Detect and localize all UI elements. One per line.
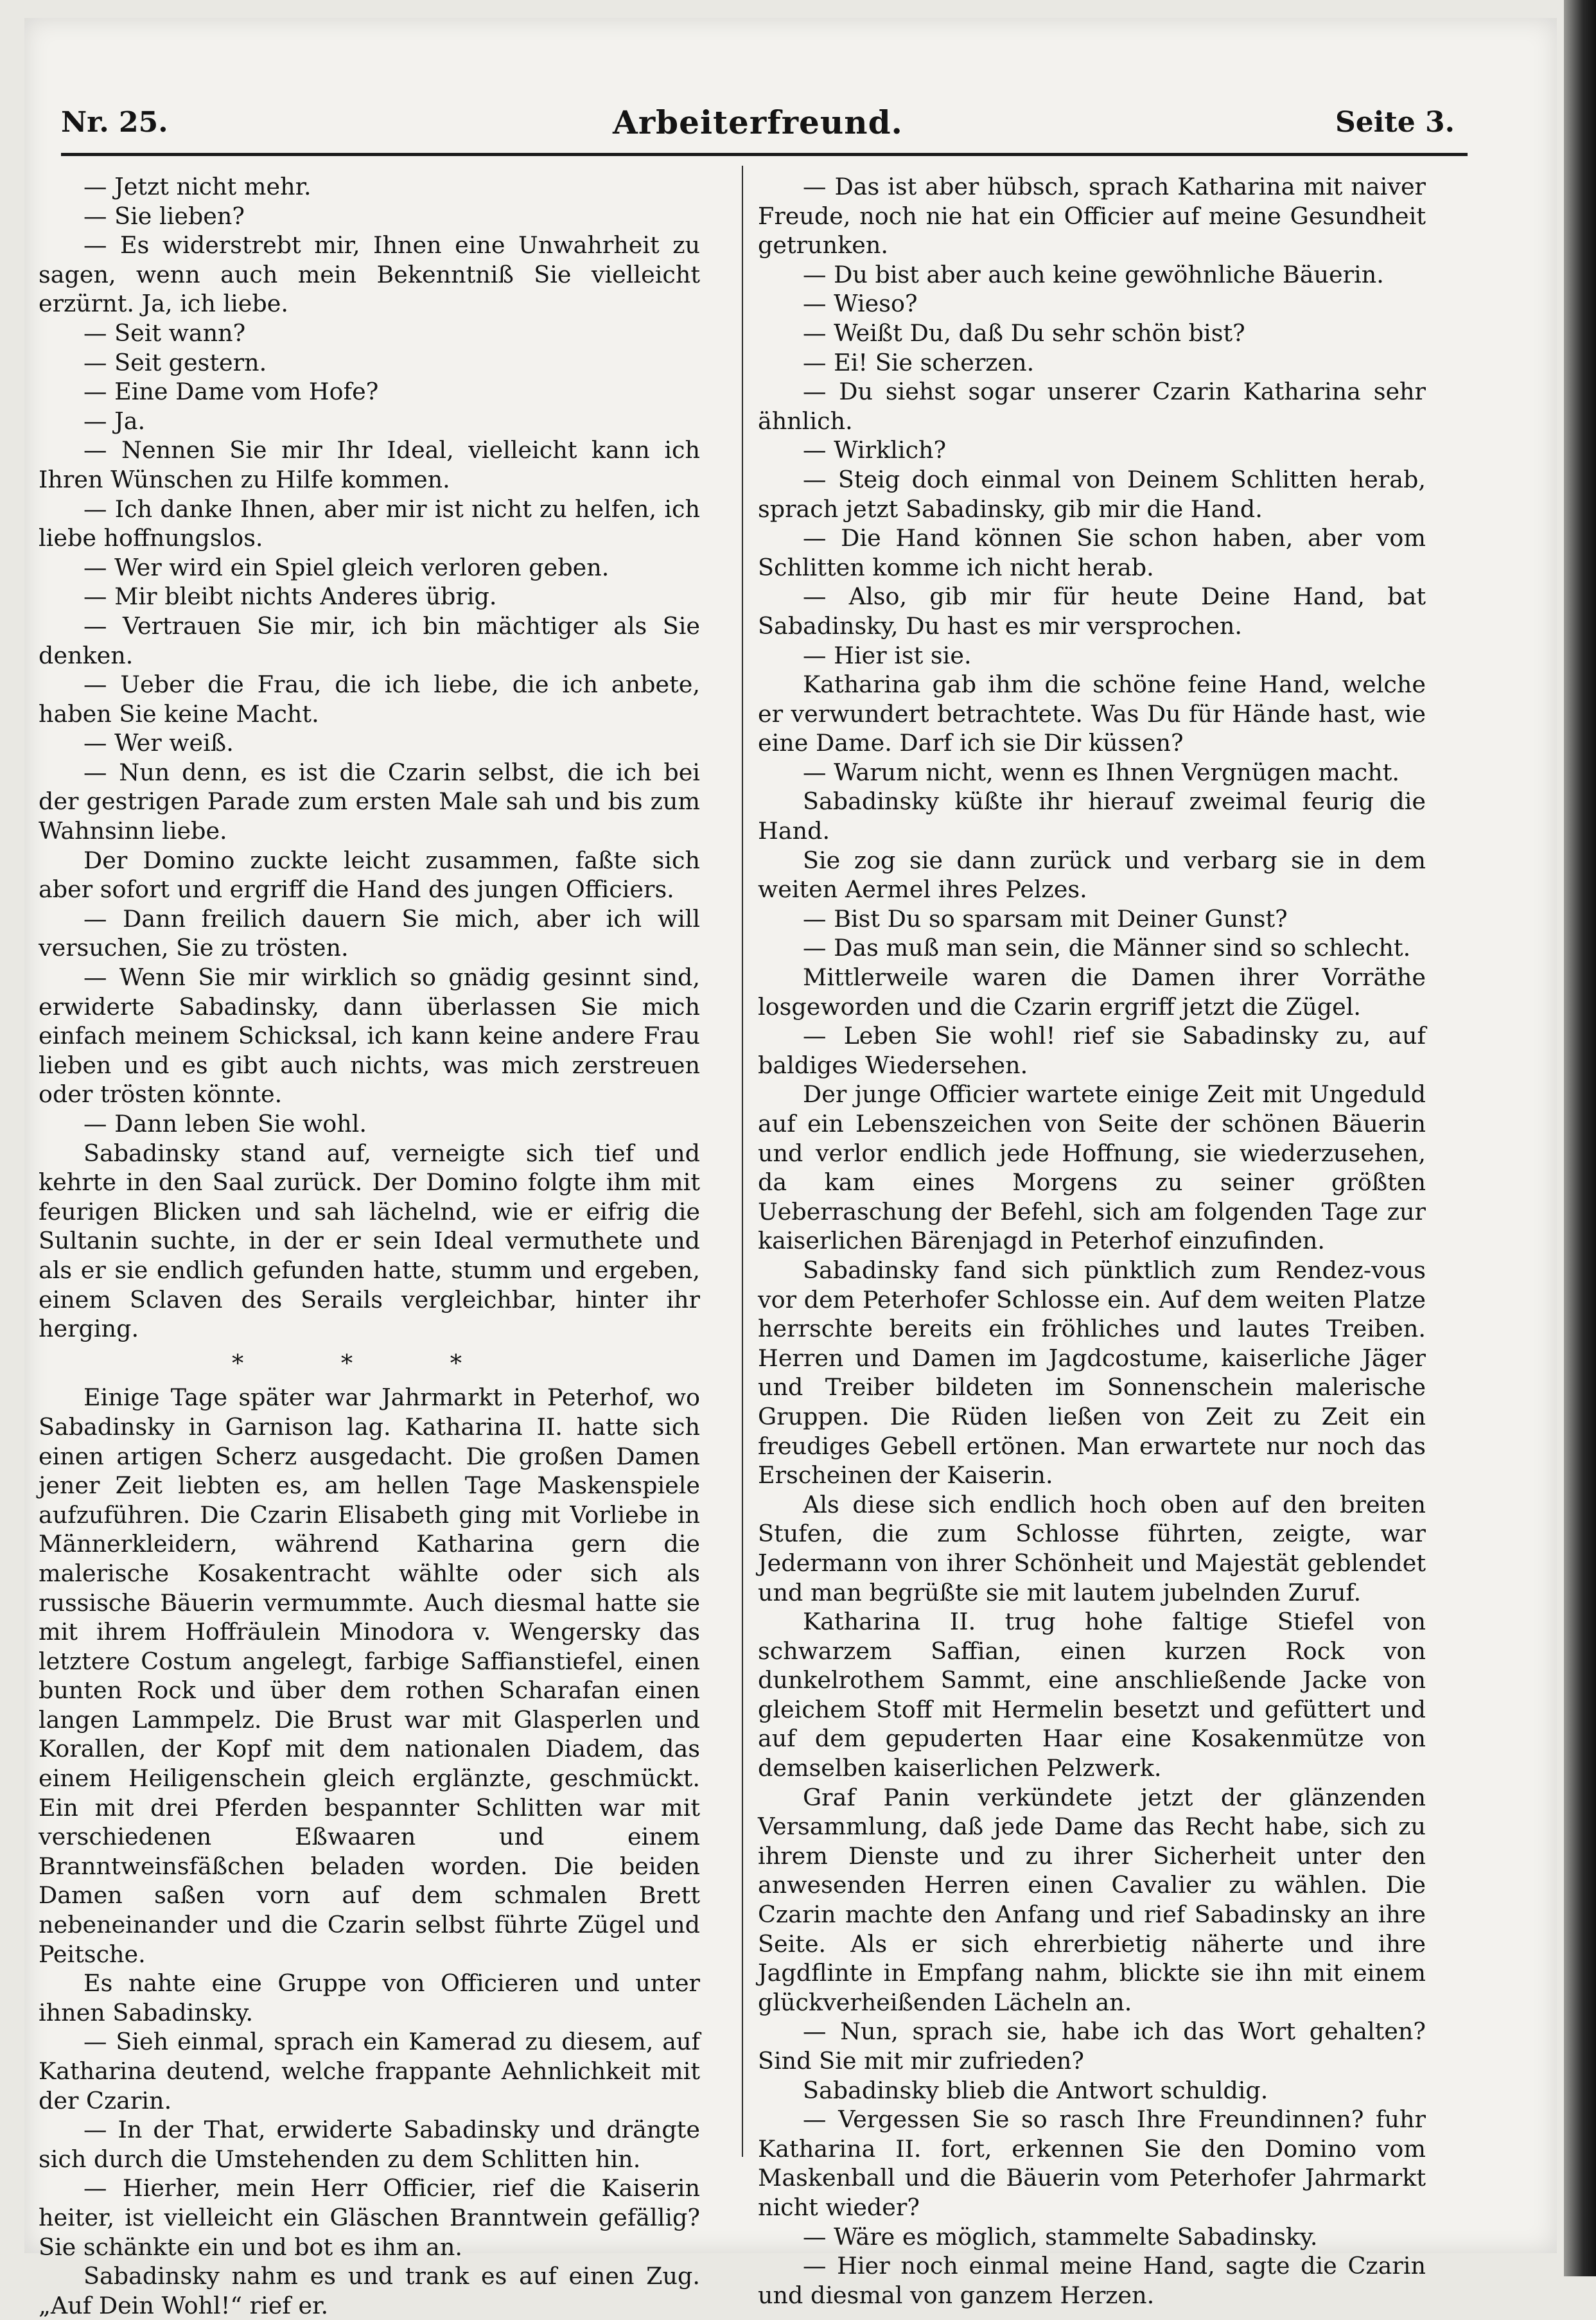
- paragraph: — Seit gestern.: [83, 348, 267, 376]
- paragraph: — Ich danke Ihnen, aber mir ist nicht zu helfen, ich liebe hoffnungslos.: [39, 495, 700, 552]
- paragraph: Katharina gab ihm die schöne feine Hand, welche er verwundert betrachtete. Was Du für Hände hast, wie eine Dame. Darf ich sie Dir küssen?: [758, 671, 1426, 757]
- paragraph: — Weißt Du, daß Du sehr schön bist?: [803, 319, 1245, 347]
- paragraph: — Also, gib mir für heute Deine Hand, bat Sabadinsky, Du hast es mir versprochen.: [758, 583, 1426, 640]
- paragraph: — Bist Du so sparsam mit Deiner Gunst?: [803, 904, 1288, 933]
- paragraph: Als diese sich endlich hoch oben auf den breiten Stufen, die zum Schlosse führten, zeigte, war Jedermann von ihrer Schönheit und Majestät geblendet und man begrüßte sie mit lautem jubelnden Zuruf.: [758, 1490, 1426, 1606]
- paragraph: — Das muß man sein, die Männer sind so schlecht.: [803, 934, 1411, 962]
- paragraph: — Die Hand können Sie schon haben, aber vom Schlitten komme ich nicht herab.: [758, 524, 1426, 581]
- paragraph: — Wirklich?: [803, 436, 947, 464]
- paragraph: — Steig doch einmal von Deinem Schlitten herab, sprach jetzt Sabadinsky, gib mir die Hand.: [758, 465, 1426, 523]
- left-column: [39, 172, 700, 2320]
- paragraph: Sabadinsky küßte ihr hierauf zweimal feurig die Hand.: [758, 787, 1426, 845]
- paragraph: — Wer weiß.: [83, 729, 234, 757]
- paragraph: Sabadinsky fand sich pünktlich zum Rendez-vous vor dem Peterhofer Schlosse ein. Auf dem weiten Platze herrschte bereits ein fröhliches und lautes Treiben. Herren und Damen im Jagdcostume, kaiserliche Jäger und Treiber bildeten im Sonnenschein malerische Gruppen. Die Rüden ließen von Zeit zu Zeit ein freudiges Gebell ertönen. Man erwartete nur noch das Erscheinen der Kaiserin.: [758, 1256, 1426, 1490]
- paragraph: — Vertrauen Sie mir, ich bin mächtiger als Sie denken.: [39, 611, 700, 669]
- paragraph: Sie zog sie dann zurück und verbarg sie in dem weiten Aermel ihres Pelzes.: [758, 846, 1426, 904]
- paragraph: — Das ist aber hübsch, sprach Katharina mit naiver Freude, noch nie hat ein Officier auf meine Gesundheit getrunken.: [758, 173, 1426, 259]
- paragraph: — Du bist aber auch keine gewöhnliche Bäuerin.: [803, 260, 1384, 288]
- paragraph: Der junge Officier wartete einige Zeit mit Ungeduld auf ein Lebenszeichen von Seite der schönen Bäuerin und verlor endlich jede Hoffnung, sie wiederzusehen, da kam eines Morgens zu seiner größten Ueberraschung der Befehl, sich am folgenden Tage zur kaiserlichen Bärenjagd in Peterhof einzufinden.: [758, 1080, 1426, 1255]
- paragraph: — Nennen Sie mir Ihr Ideal, vielleicht kann ich Ihren Wünschen zu Hilfe kommen.: [39, 436, 700, 493]
- paragraph: — Warum nicht, wenn es Ihnen Vergnügen macht.: [803, 758, 1400, 786]
- issue-number: Nr. 25.: [61, 106, 168, 139]
- paragraph: — Es widerstrebt mir, Ihnen eine Unwahrheit zu sagen, wenn auch mein Bekenntniß Sie vielleicht erzürnt. Ja, ich liebe.: [39, 231, 700, 318]
- paragraph: — Ja.: [83, 407, 146, 435]
- paragraph: — Nun denn, es ist die Czarin selbst, die ich bei der gestrigen Parade zum ersten Male sah und bis zum Wahnsinn liebe.: [39, 758, 700, 845]
- paragraph: — Hier noch einmal meine Hand, sagte die Czarin und diesmal von ganzem Herzen.: [758, 2252, 1426, 2309]
- paragraph: Es nahte eine Gruppe von Officieren und unter ihnen Sabadinsky.: [39, 1969, 700, 2026]
- paragraph: — Wieso?: [803, 290, 918, 318]
- paragraph: Der Domino zuckte leicht zusammen, faßte sich aber sofort und ergriff die Hand des jungen Officiers.: [39, 846, 700, 904]
- paragraph: — Nun, sprach sie, habe ich das Wort gehalten? Sind Sie mit mir zufrieden?: [758, 2017, 1426, 2075]
- paragraph: Sabadinsky stand auf, verneigte sich tief und kehrte in den Saal zurück. Der Domino folgte ihm mit feurigen Blicken und sah lächelnd, wie er eifrig die Sultanin suchte, in der er sein Ideal vermuthete und als er sie endlich gefunden hatte, stumm und ergeben, einem Sclaven des Serails vergleichbar, hinter ihr herging.: [39, 1139, 700, 1343]
- paragraph: — Mir bleibt nichts Anderes übrig.: [83, 583, 497, 611]
- paragraph: Einige Tage später war Jahrmarkt in Peterhof, wo Sabadinsky in Garnison lag. Katharina II. hatte sich einen artigen Scherz ausgedacht. Die großen Damen jener Zeit liebten es, am hellen Tage Maskenspiele aufzuführen. Die Czarin Elisabeth ging mit Vorliebe in Männerkleidern, während Katharina gern die malerische Kosakentracht wählte oder sich als russische Bäuerin vermummte. Auch diesmal hatte sie mit ihrem Hoffräulein Minodora v. Wengersky das letztere Costum angelegt, farbige Saffianstiefel, einen bunten Rock und über dem rothen Scharafan einen langen Lammpelz. Die Brust war mit Glasperlen und Korallen, der Kopf mit dem nationalen Diadem, das einem Heiligenschein gleich erglänzte, geschmückt. Ein mit drei Pferden bespannter Schlitten war mit verschiedenen Eßwaaren und einem Branntweinsfäßchen beladen worden. Die beiden Damen saßen vorn auf dem schmalen Brett nebeneinander und die Czarin selbst führte Zügel und Peitsche.: [39, 1384, 700, 1968]
- header-rule: [61, 153, 1468, 156]
- paragraph: — Eine Dame vom Hofe?: [83, 378, 379, 406]
- column-divider: [742, 166, 743, 2157]
- right-column: [758, 172, 1426, 2310]
- paragraph: — Du siehst sogar unserer Czarin Katharina sehr ähnlich.: [758, 378, 1426, 435]
- page-header: [61, 103, 1455, 151]
- paragraph: — In der That, erwiderte Sabadinsky und drängte sich durch die Umstehenden zu dem Schlitten hin.: [39, 2116, 700, 2173]
- paragraph: Mittlerweile waren die Damen ihrer Vorräthe losgeworden und die Czarin ergriff jetzt die Zügel.: [758, 963, 1426, 1021]
- paragraph: — Wer wird ein Spiel gleich verloren geben.: [83, 553, 609, 581]
- newspaper-title: Arbeiterfreund.: [613, 103, 903, 141]
- paragraph: — Dann leben Sie wohl.: [83, 1110, 367, 1138]
- paragraph: — Dann freilich dauern Sie mich, aber ich will versuchen, Sie zu trösten.: [39, 904, 700, 962]
- paragraph: Graf Panin verkündete jetzt der glänzenden Versammlung, daß jede Dame das Recht habe, sich zu ihrem Dienste und zu ihrer Sicherheit unter den anwesenden Herren einen Cavalier zu wählen. Die Czarin machte den Anfang und rief Sabadinsky an ihre Seite. Als er sich ehrerbietig näherte und ihre Jagdflinte in Empfang nahm, blickte sie ihn mit einem glückverheißenden Lächeln an.: [758, 1783, 1426, 2016]
- paragraph: — Wenn Sie mir wirklich so gnädig gesinnt sind, erwiderte Sabadinsky, dann überlassen Sie mich einfach meinem Schicksal, ich kann keine andere Frau lieben und es gibt auch nichts, was mich zerstreuen oder trösten könnte.: [39, 963, 700, 1109]
- paragraph: — Seit wann?: [83, 319, 246, 347]
- paragraph: — Vergessen Sie so rasch Ihre Freundinnen? fuhr Katharina II. fort, erkennen Sie den Domino vom Maskenball und die Bäuerin vom Peterhofer Jahrmarkt nicht wieder?: [758, 2105, 1426, 2221]
- paragraph: — Hierher, mein Herr Officier, rief die Kaiserin heiter, ist vielleicht ein Gläschen Branntwein gefällig? Sie schänkte ein und bot es ihm an.: [39, 2174, 700, 2261]
- paragraph: — Jetzt nicht mehr.: [83, 173, 311, 200]
- paragraph: — Ueber die Frau, die ich liebe, die ich anbete, haben Sie keine Macht.: [39, 671, 700, 728]
- paragraph: — Hier ist sie.: [803, 641, 972, 669]
- paragraph: — Wäre es möglich, stammelte Sabadinsky.: [803, 2222, 1318, 2251]
- page-number: Seite 3.: [1335, 106, 1455, 139]
- paragraph: — Sie lieben?: [83, 202, 245, 230]
- paragraph: Sabadinsky nahm es und trank es auf einen Zug. „Auf Dein Wohl!“ rief er.: [39, 2262, 700, 2319]
- paragraph: Sabadinsky blieb die Antwort schuldig.: [803, 2076, 1268, 2104]
- paragraph: — Sieh einmal, sprach ein Kamerad zu diesem, auf Katharina deutend, welche frappante Aehnlichkeit mit der Czarin.: [39, 2028, 700, 2114]
- paragraph: Katharina II. trug hohe faltige Stiefel von schwarzem Saffian, einen kurzen Rock von dunkelrothem Sammt, eine anschließende Jacke von gleichem Stoff mit Hermelin besetzt und gefüttert und auf dem gepuderten Haar eine Kosakenmütze von demselben kaiserlichen Pelzwerk.: [758, 1608, 1426, 1782]
- section-separator: * * *: [232, 1349, 507, 1377]
- paragraph: — Ei! Sie scherzen.: [803, 348, 1035, 376]
- scan-edge: [1564, 0, 1596, 2276]
- paragraph: — Leben Sie wohl! rief sie Sabadinsky zu, auf baldiges Wiedersehen.: [758, 1022, 1426, 1079]
